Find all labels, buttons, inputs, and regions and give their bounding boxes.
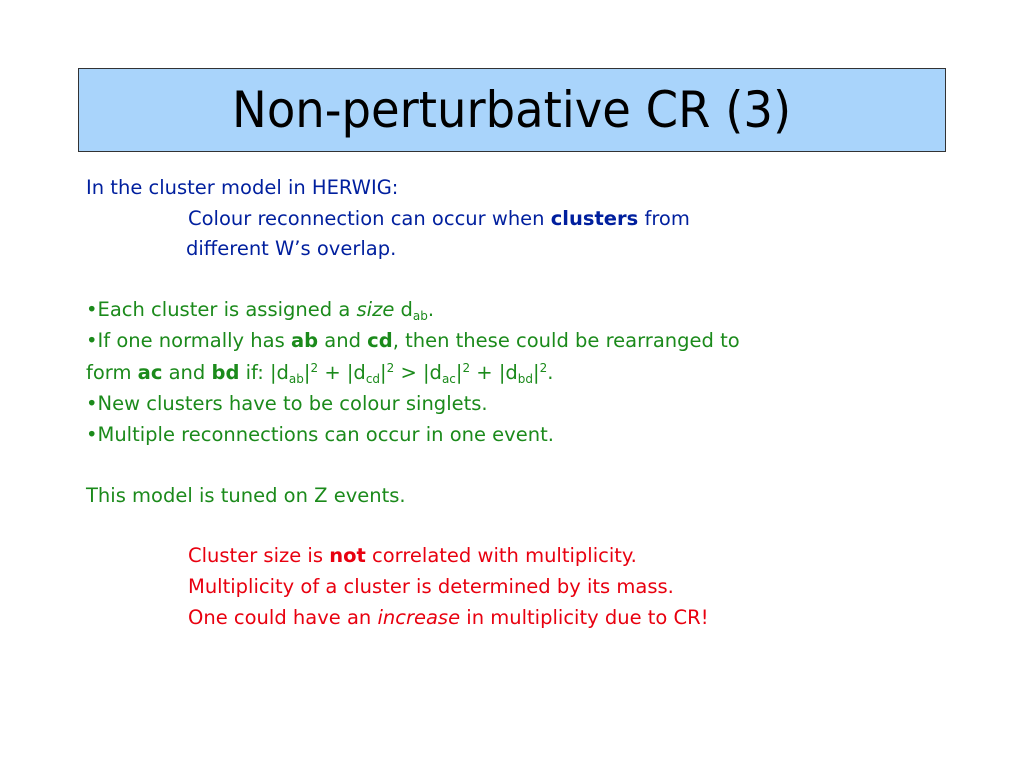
note-cluster-size — [188, 546, 637, 566]
sup-2: 2 — [386, 361, 395, 375]
bullet-rearrange-text: •If one normally has — [86, 329, 291, 352]
tuned-statement: This model is tuned on Z events. — [86, 484, 406, 507]
intro-line-2 — [188, 209, 690, 229]
condition-form: form — [86, 361, 138, 384]
bullet-size-sub: ab — [412, 309, 428, 323]
sub-ab: ab — [288, 372, 304, 386]
note-1-bold: not — [329, 544, 366, 567]
condition-and: and — [162, 361, 212, 384]
intro-line-3: different W’s overlap. — [186, 237, 397, 260]
sub-bd: bd — [517, 372, 534, 386]
note-3-text: One could have an — [188, 606, 378, 629]
intro-line-1: In the cluster model in HERWIG: — [86, 176, 399, 199]
note-1-tail: correlated with multiplicity. — [365, 544, 637, 567]
bullet-rearrange-cd: cd — [367, 329, 393, 352]
intro-line-2-tail: from — [638, 207, 690, 230]
note-3-italic: increase — [377, 606, 461, 629]
bullet-rearrange — [86, 331, 740, 351]
bullet-rearrange-and: and — [318, 329, 368, 352]
condition-ac: ac — [137, 361, 163, 384]
condition-bd: bd — [211, 361, 240, 384]
sup-1: 2 — [310, 361, 319, 375]
sup-4: 2 — [539, 361, 548, 375]
bar-1: | — [303, 361, 311, 384]
note-increase — [188, 608, 709, 628]
plus-1: + |d — [318, 361, 366, 384]
bullet-size-d: d — [394, 298, 413, 321]
gt: > |d — [394, 361, 442, 384]
slide-title: Non-perturbative CR (3) — [232, 81, 792, 139]
bullet-size-italic: size — [356, 298, 395, 321]
note-1-text: Cluster size is — [188, 544, 330, 567]
title-box — [78, 68, 946, 152]
bullet-rearrange-ab: ab — [290, 329, 319, 352]
sub-ac: ac — [441, 372, 456, 386]
bar-4: | — [533, 361, 540, 384]
note-3-tail: in multiplicity due to CR! — [460, 606, 709, 629]
bullet-singlets: •New clusters have to be colour singlets. — [86, 392, 488, 415]
bullet-rearrange-tail: , then these could be rearranged to — [392, 329, 740, 352]
intro-line-2-text: Colour reconnection can occur when — [188, 207, 551, 230]
condition-if: if: |d — [239, 361, 289, 384]
bullet-size — [86, 298, 435, 323]
sup-3: 2 — [462, 361, 471, 375]
condition-end: . — [547, 361, 554, 384]
sub-cd: cd — [365, 372, 381, 386]
intro-line-2-bold: clusters — [550, 207, 639, 230]
bullet-multiple: •Multiple reconnections can occur in one event. — [86, 423, 554, 446]
note-multiplicity: Multiplicity of a cluster is determined by its mass. — [188, 575, 674, 598]
bullet-rearrange-condition — [86, 361, 554, 386]
bullet-size-end: . — [427, 298, 435, 321]
bar-2: | — [380, 361, 387, 384]
bullet-size-text: •Each cluster is assigned a — [86, 298, 357, 321]
bar-3: | — [455, 361, 463, 384]
plus-2: + |d — [470, 361, 518, 384]
